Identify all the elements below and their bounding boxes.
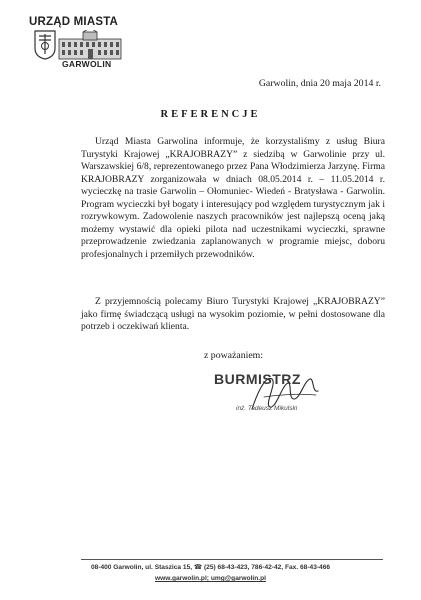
letter-paragraph bbox=[81, 136, 385, 261]
closing-salutation: z poważaniem: bbox=[204, 350, 264, 361]
footer-address: 08-400 Garwolin, ul. Staszica 15, ☎ (25) 68-43-423, 786-42-42, Fax. 68-43-466 bbox=[90, 564, 331, 571]
letter-paragraph bbox=[81, 296, 385, 334]
town-hall-emblem-icon bbox=[33, 30, 125, 60]
footer-contact bbox=[0, 575, 421, 582]
footer-divider bbox=[81, 559, 383, 560]
letter-heading: REFERENCJE bbox=[160, 109, 261, 120]
letterhead-town: GARWOLIN bbox=[62, 59, 112, 69]
letterhead-title: URZĄD MIASTA bbox=[29, 16, 119, 28]
mayor-stamp-title: BURMISTRZ bbox=[214, 371, 301, 387]
footer-web-link[interactable]: www.garwolin.pl; umg@garwolin.pl bbox=[155, 575, 266, 582]
letter-date: Garwolin, dnia 20 maja 2014 r. bbox=[258, 78, 381, 89]
paragraph-text: Urząd Miasta Garwolina informuje, że korzystaliśmy z usług Biura Turystyki Krajowej „KRAJOBRAZY” z siedzibą w Garwolinie przy ul. Warszawskiej 6/8, reprezentowanego przez Pana Włodzimierza Jarzynę. Firma KRAJOBRAZY zorganizowała w dniach 08.05.2014 r. – 11.05.2014 r. wycieczkę na trasie Garwolin – Ołomuniec- Wiedeń - Bratysława - Garwolin. Program wycieczki był bogaty i interesujący pod względem turystycznym jak i rozrywkowym. Zadowolenie naszych pracowników jest najlepszą oceną jaką możemy wystawić dla opieki pilota nad uczestnikami wycieczki, sprawne przeprowadzenie zwiedzania zaplanowanych w programie miejsc, doboru profesjonalnych i przemiłych przewodników. bbox=[81, 136, 385, 260]
mayor-stamp-name: inż. Tadeusz Mikulski bbox=[236, 405, 298, 412]
paragraph-text: Z przyjemnością polecamy Biuro Turystyki Krajowej „KRAJOBRAZY” jako firmę świadczącą usługi na wysokim poziomie, w pełni dostosowane dla potrzeb i oczekiwań klienta. bbox=[81, 296, 385, 332]
